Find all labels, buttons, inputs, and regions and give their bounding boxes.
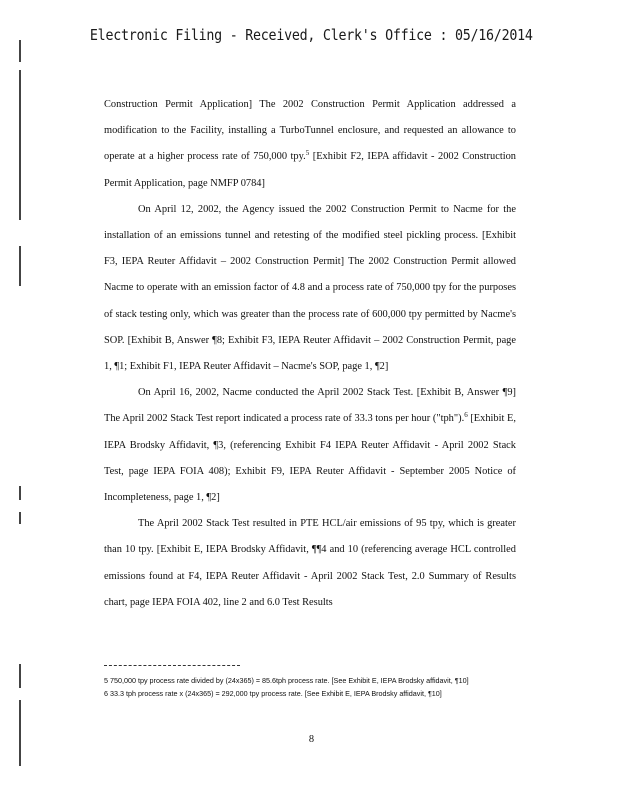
footnote-separator [104, 665, 240, 666]
footnote-ref-6: 6 [464, 411, 468, 420]
margin-mark-7 [19, 700, 21, 766]
footnote-6: 6 33.3 tph process rate x (24x365) = 292,000 tpy process rate. [See Exhibit E, IEPA Brodsky affidavit, ¶10] [104, 689, 442, 698]
paragraph-3-text-a: On April 16, 2002, Nacme conducted the April 2002 Stack Test. [Exhibit B, Answer ¶9] The April 2002 Stack Test report indicated a process rate of 33.3 tons per hour ("tph"). [104, 387, 516, 425]
page-number: 8 [308, 734, 315, 745]
margin-mark-2 [19, 70, 21, 220]
paragraph-1 [104, 92, 516, 197]
document-body [104, 92, 516, 616]
margin-mark-3 [19, 246, 21, 286]
filing-stamp: Electronic Filing - Received, Clerk's Office : 05/16/2014 [89, 26, 533, 44]
footnote-ref-5: 5 [305, 149, 310, 158]
margin-mark-1 [19, 40, 21, 62]
margin-mark-6 [19, 664, 21, 688]
margin-mark-4 [19, 486, 21, 500]
paragraph-3-text-b: [Exhibit E, IEPA Brodsky Affidavit, ¶3, (referencing Exhibit F4 IEPA Reuter Affidavit - April 2002 Stack Test, page IEPA FOIA 408); Exhibit F9, IEPA Reuter Affidavit - September 2005 Notice of Incompleteness, page 1, ¶2] [104, 413, 516, 504]
paragraph-1-text-b: [Exhibit F2, IEPA affidavit - 2002 Construction Permit Application, page NMFP 0784] [104, 151, 516, 189]
paragraph-4: The April 2002 Stack Test resulted in PTE HCL/air emissions of 95 tpy, which is greater than 10 tpy. [Exhibit E, IEPA Brodsky Affidavit, ¶¶4 and 10 (referencing average HCL controlled emissions found at F4, IEPA Reuter Affidavit - April 2002 Stack Test, 2.0 Summary of Results chart, page IEPA FOIA 402, line 2 and 6.0 Test Results [104, 518, 516, 608]
footnote-5: 5 750,000 tpy process rate divided by (24x365) = 85.6tph process rate. [See Exhibit E, IEPA Brodsky affidavit, ¶10] [104, 676, 469, 685]
paragraph-1-text-a: Construction Permit Application] The 2002 Construction Permit Application addressed a modification to the Facility, installing a TurboTunnel enclosure, and requested an allowance to operate at a higher process rate of 750,000 tpy. [104, 99, 516, 163]
paragraph-3 [104, 380, 516, 511]
margin-mark-5 [19, 512, 21, 524]
paragraph-2: On April 12, 2002, the Agency issued the 2002 Construction Permit to Nacme for the installation of an emissions tunnel and retesting of the modified steel pickling process. [Exhibit F3, IEPA Reuter Affidavit – 2002 Construction Permit] The 2002 Construction Permit allowed Nacme to operate with an emission factor of 4.8 and a process rate of 750,000 tpy for the purposes of stack testing only, which was greater than the process rate of 600,000 tpy permitted by Nacme's SOP. [Exhibit B, Answer ¶8; Exhibit F3, IEPA Reuter Affidavit – 2002 Construction Permit, page 1, ¶1; Exhibit F1, IEPA Reuter Affidavit – Nacme's SOP, page 1, ¶2] [104, 203, 516, 373]
footnotes [104, 676, 516, 699]
